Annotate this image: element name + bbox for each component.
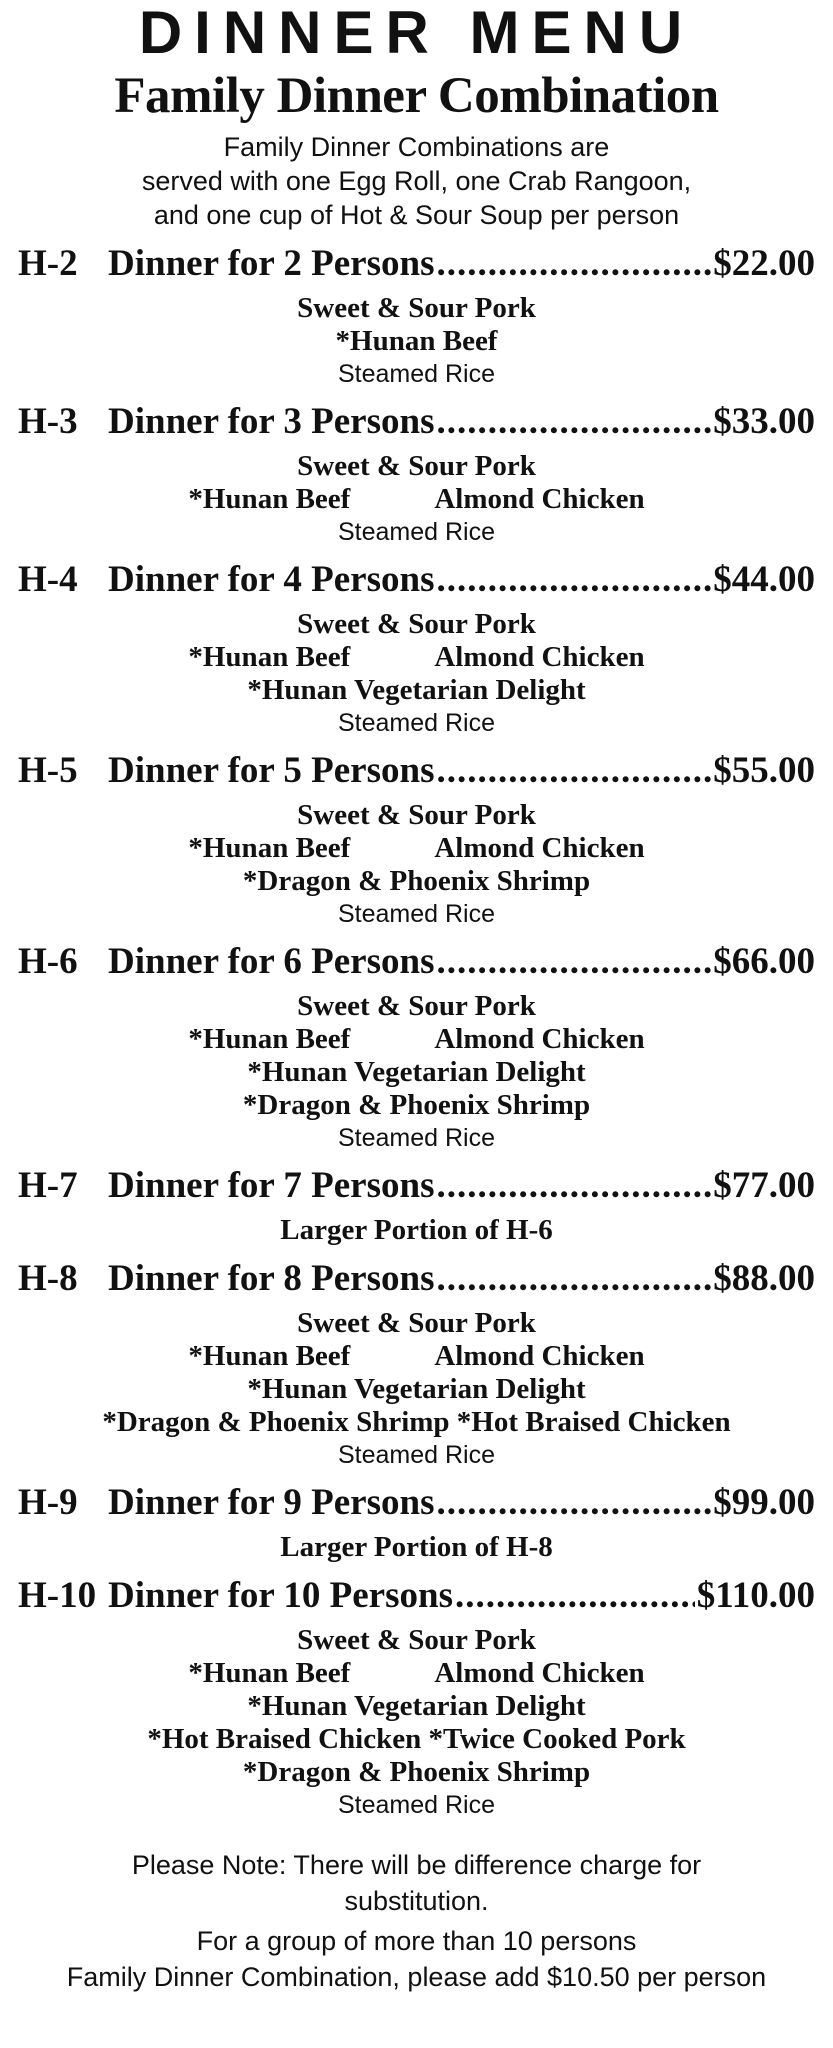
dish-line — [18, 608, 815, 641]
dish-line — [18, 1214, 815, 1247]
section-header — [18, 400, 815, 444]
intro-line: Family Dinner Combinations are — [223, 132, 610, 162]
dot-leader — [436, 1257, 711, 1301]
dish-item: *Dragon & Phoenix Shrimp — [242, 1756, 591, 1788]
dish-item: Larger Portion of H-6 — [280, 1214, 553, 1246]
combo-code: H-2 — [18, 243, 78, 284]
combo-description: Dinner for 3 Persons — [108, 401, 435, 442]
menu-subtitle: Family Dinner Combination — [114, 68, 719, 124]
combo-description: Dinner for 4 Persons — [108, 559, 435, 600]
combo-price: $110.00 — [696, 1575, 815, 1616]
combo-price: $44.00 — [713, 559, 815, 600]
dish-line — [18, 674, 815, 707]
dish-line — [18, 1089, 815, 1122]
section-header — [18, 242, 815, 286]
dish-line — [18, 1624, 815, 1657]
dish-item: *Hunan Vegetarian Delight — [247, 1690, 586, 1722]
dot-leader — [436, 940, 711, 984]
combo-price: $99.00 — [713, 1482, 815, 1523]
combo-code: H-3 — [18, 401, 78, 442]
dish-item: Almond Chicken — [434, 641, 645, 673]
dish-list — [18, 608, 815, 739]
dish-item: *Dragon & Phoenix Shrimp — [242, 865, 591, 897]
dish-item: *Hunan Vegetarian Delight — [247, 1373, 586, 1405]
combo-price: $33.00 — [713, 401, 815, 442]
combo-code: H-6 — [18, 941, 78, 982]
intro-line: served with one Egg Roll, one Crab Rangoon, — [141, 166, 692, 196]
dish-line — [18, 832, 815, 865]
combo-description: Dinner for 2 Persons — [108, 243, 435, 284]
menu-section — [18, 1481, 815, 1564]
dish-item: Almond Chicken — [434, 832, 645, 864]
section-header — [18, 1164, 815, 1208]
dish-list — [18, 799, 815, 930]
menu-section — [18, 940, 815, 1154]
intro-line: and one cup of Hot & Sour Soup per person — [153, 200, 680, 230]
section-header — [18, 1574, 815, 1618]
menu-title: DINNER MENU — [138, 0, 695, 66]
combo-code: H-9 — [18, 1482, 78, 1523]
combo-description: Dinner for 10 Persons — [108, 1575, 453, 1616]
rice-side: Steamed Rice — [337, 1791, 496, 1819]
dot-leader — [436, 1481, 711, 1525]
dish-item: Almond Chicken — [434, 1023, 645, 1055]
dish-item: *Hunan Beef — [188, 832, 351, 864]
dot-leader — [436, 1164, 711, 1208]
dish-list — [18, 990, 815, 1154]
dish-item: Sweet & Sour Pork — [297, 292, 536, 324]
dish-list — [18, 1307, 815, 1471]
dish-item: *Hunan Beef — [188, 1657, 351, 1689]
dish-line — [18, 1406, 815, 1439]
dish-line — [18, 1723, 815, 1756]
menu-intro — [18, 130, 815, 232]
rice-side: Steamed Rice — [337, 900, 496, 928]
dish-line — [18, 292, 815, 325]
dish-list — [18, 1531, 815, 1564]
dish-line — [18, 1307, 815, 1340]
dish-line — [18, 1756, 815, 1789]
combo-description: Dinner for 9 Persons — [108, 1482, 435, 1523]
dish-item: Sweet & Sour Pork — [297, 450, 536, 482]
combo-code: H-7 — [18, 1165, 78, 1206]
combo-description: Dinner for 8 Persons — [108, 1258, 435, 1299]
rice-side: Steamed Rice — [337, 518, 496, 546]
combo-code: H-4 — [18, 559, 78, 600]
dish-line — [18, 1690, 815, 1723]
combo-code: H-8 — [18, 1258, 78, 1299]
dish-line — [18, 1340, 815, 1373]
rice-side: Steamed Rice — [337, 1124, 496, 1152]
dish-item: Almond Chicken — [434, 1657, 645, 1689]
combo-price: $66.00 — [713, 941, 815, 982]
note-line: Family Dinner Combination, please add $10.50 per person — [66, 1962, 767, 1992]
rice-side: Steamed Rice — [337, 1441, 496, 1469]
combo-price: $77.00 — [713, 1165, 815, 1206]
section-header — [18, 940, 815, 984]
combo-code: H-5 — [18, 750, 78, 791]
dish-item: Sweet & Sour Pork — [297, 608, 536, 640]
rice-side: Steamed Rice — [337, 709, 496, 737]
dish-item: Sweet & Sour Pork — [297, 799, 536, 831]
dot-leader — [436, 400, 711, 444]
dish-list — [18, 450, 815, 548]
dish-line — [18, 799, 815, 832]
dot-leader — [436, 558, 711, 602]
combo-price: $88.00 — [713, 1258, 815, 1299]
dish-item: *Hunan Beef — [188, 1023, 351, 1055]
menu-sections — [18, 242, 815, 1821]
menu-section — [18, 558, 815, 739]
dish-line — [18, 1531, 815, 1564]
dish-item: *Hunan Beef — [188, 483, 351, 515]
menu-section — [18, 1257, 815, 1471]
dish-line — [18, 1023, 815, 1056]
dish-line — [18, 865, 815, 898]
dish-item: *Hunan Beef — [335, 325, 498, 357]
section-header — [18, 1257, 815, 1301]
combo-description: Dinner for 6 Persons — [108, 941, 435, 982]
section-header — [18, 558, 815, 602]
dish-line — [18, 1373, 815, 1406]
dish-item: *Hunan Vegetarian Delight — [247, 674, 586, 706]
dot-leader — [455, 1574, 695, 1618]
dish-item: Sweet & Sour Pork — [297, 1624, 536, 1656]
dish-line — [18, 1056, 815, 1089]
dish-item: Larger Portion of H-8 — [280, 1531, 553, 1563]
dish-line — [18, 483, 815, 516]
menu-section — [18, 1574, 815, 1821]
dish-item: Almond Chicken — [434, 1340, 645, 1372]
dish-item: *Hot Braised Chicken *Twice Cooked Pork — [147, 1723, 686, 1755]
note-line: Please Note: There will be difference charge for — [131, 1850, 702, 1880]
menu-section — [18, 242, 815, 390]
dish-line — [18, 641, 815, 674]
combo-price: $55.00 — [713, 750, 815, 791]
dish-list — [18, 1214, 815, 1247]
combo-description: Dinner for 5 Persons — [108, 750, 435, 791]
dish-line — [18, 990, 815, 1023]
menu-notes — [18, 1847, 815, 1995]
dish-line — [18, 325, 815, 358]
dish-item: Sweet & Sour Pork — [297, 990, 536, 1022]
note-line: substitution. — [344, 1886, 489, 1916]
note-line: For a group of more than 10 persons — [196, 1926, 637, 1956]
dish-item: *Dragon & Phoenix Shrimp *Hot Braised Chicken — [102, 1406, 731, 1438]
dot-leader — [436, 749, 711, 793]
combo-description: Dinner for 7 Persons — [108, 1165, 435, 1206]
menu-section — [18, 400, 815, 548]
dish-item: Almond Chicken — [434, 483, 645, 515]
section-header — [18, 749, 815, 793]
combo-code: H-10 — [18, 1575, 97, 1616]
dish-item: Sweet & Sour Pork — [297, 1307, 536, 1339]
menu-section — [18, 749, 815, 930]
dish-list — [18, 1624, 815, 1821]
combo-price: $22.00 — [713, 243, 815, 284]
dish-line — [18, 1657, 815, 1690]
dish-item: *Hunan Beef — [188, 641, 351, 673]
dish-item: *Hunan Vegetarian Delight — [247, 1056, 586, 1088]
menu-section — [18, 1164, 815, 1247]
rice-side: Steamed Rice — [337, 360, 496, 388]
dot-leader — [436, 242, 711, 286]
dish-item: *Dragon & Phoenix Shrimp — [242, 1089, 591, 1121]
dish-item: *Hunan Beef — [188, 1340, 351, 1372]
section-header — [18, 1481, 815, 1525]
dish-line — [18, 450, 815, 483]
dish-list — [18, 292, 815, 390]
